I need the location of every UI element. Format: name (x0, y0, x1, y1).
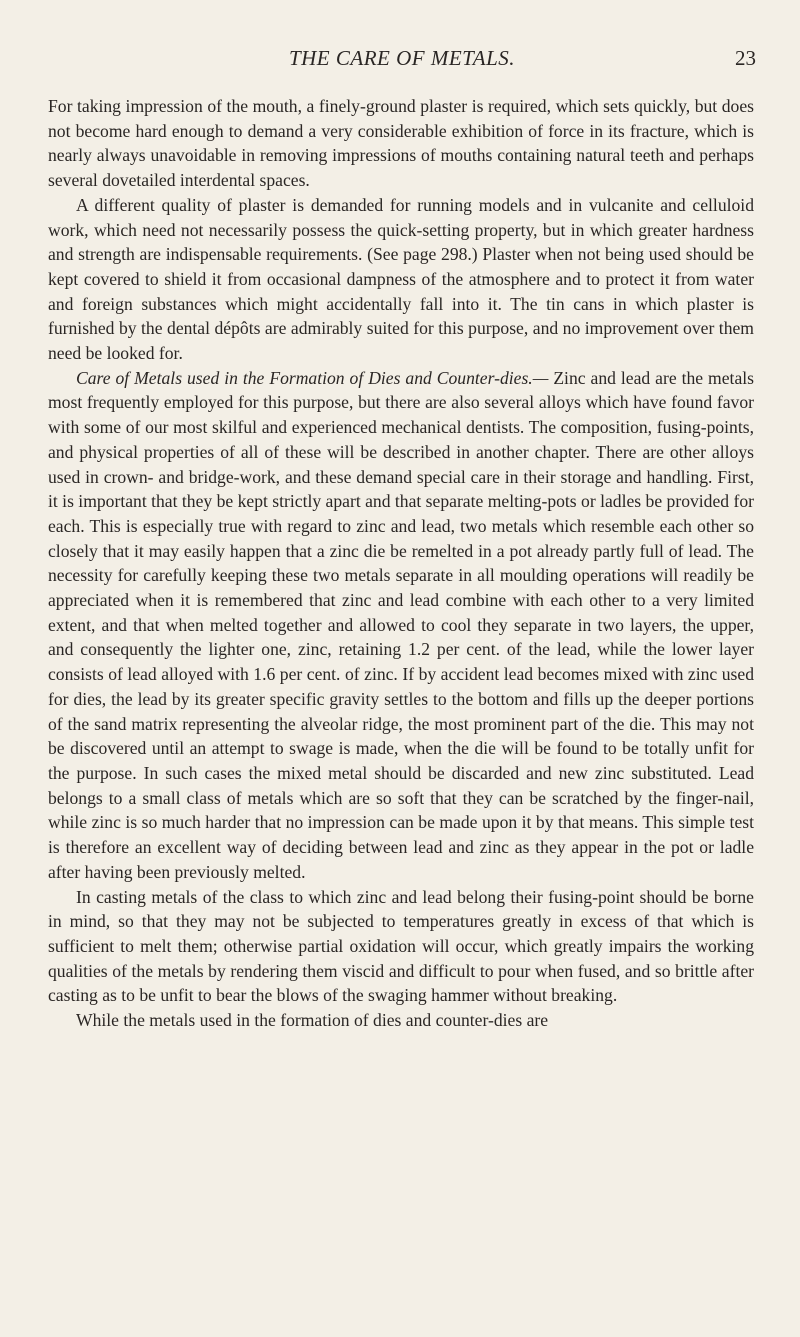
section-lead-text: Zinc and lead are the metals most frequently employed for this purpose, but there are also several alloys which have found favor with some of our most skilful and experienced mechanical dentists. The composition, fusing-points, and physical properties of all of these will be described in another chapter. There are other alloys used in crown- and bridge-work, and these demand special care in their storage and handling. First, it is important that they be kept strictly apart and that separate melting-pots or ladles be provided for each. This is especially true with regard to zinc and lead, two metals which resemble each other so closely that it may easily happen that a zinc die be remelted in a pot already partly full of lead. The necessity for carefully keeping these two metals separate in all moulding operations will readily be appreciated when it is remembered that zinc and lead combine with each other to a very limited extent, and that when melted together and allowed to cool they separate in two layers, the upper, and consequently the lighter one, zinc, retaining 1.2 per cent. of the lead, while the lower layer consists of lead alloyed with 1.6 per cent. of zinc. If by accident lead becomes mixed with zinc used for dies, the lead by its greater specific gravity settles to the bottom and fills up the deeper portions of the sand matrix representing the alveolar ridge, the most prominent part of the die. This may not be discovered until an attempt to swage is made, when the die will be found to be totally unfit for the purpose. In such cases the mixed metal should be discarded and new zinc substituted. Lead belongs to a small class of metals which are so soft that they can be scratched by the finger-nail, while zinc is so much harder that no impression can be made upon it by that means. This simple test is therefore an excellent way of deciding between lead and zinc as they appear in the pot or ladle after having been previously melted. (48, 367, 754, 882)
running-title: THE CARE OF METALS. (288, 46, 516, 70)
page-number: 23 (735, 46, 756, 70)
paragraph: In casting metals of the class to which zinc and lead belong their fusing-point should be borne in mind, so that they may not be subjected to temperatures greatly in excess of that which is sufficient to melt them; otherwise partial oxidation will occur, which greatly impairs the working qualities of the metals by rendering them viscid and difficult to pour when fused, and so brittle after casting as to be unfit to bear the blows of the swaging hammer without breaking. (48, 886, 754, 1006)
section-heading: Care of Metals used in the Formation of Dies and Counter-dies.— (76, 367, 549, 388)
paragraph: While the metals used in the formation of dies and counter-dies are (76, 1010, 549, 1031)
paragraph: For taking impression of the mouth, a finely-ground plaster is required, which sets quickly, but does not become hard enough to demand a very considerable exhibition of force in its fracture, which is nearly always unavoidable in removing impressions of mouths containing natural teeth and perhaps several dovetailed interdental spaces. (48, 96, 754, 191)
paragraph: A different quality of plaster is demanded for running models and in vulcanite and celluloid work, which need not necessarily possess the quick-setting property, but in which greater hardness and strength are indispensable requirements. (See page 298.) Plaster when not being used should be kept covered to shield it from occasional dampness of the atmosphere and to protect it from water and foreign substances which might accidentally fall into it. The tin cans in which plaster is furnished by the dental dépôts are admirably suited for this purpose, and no improvement over them need be looked for. (48, 194, 754, 364)
running-head (48, 46, 756, 72)
body-text (48, 94, 754, 1033)
section-paragraph (48, 366, 754, 885)
